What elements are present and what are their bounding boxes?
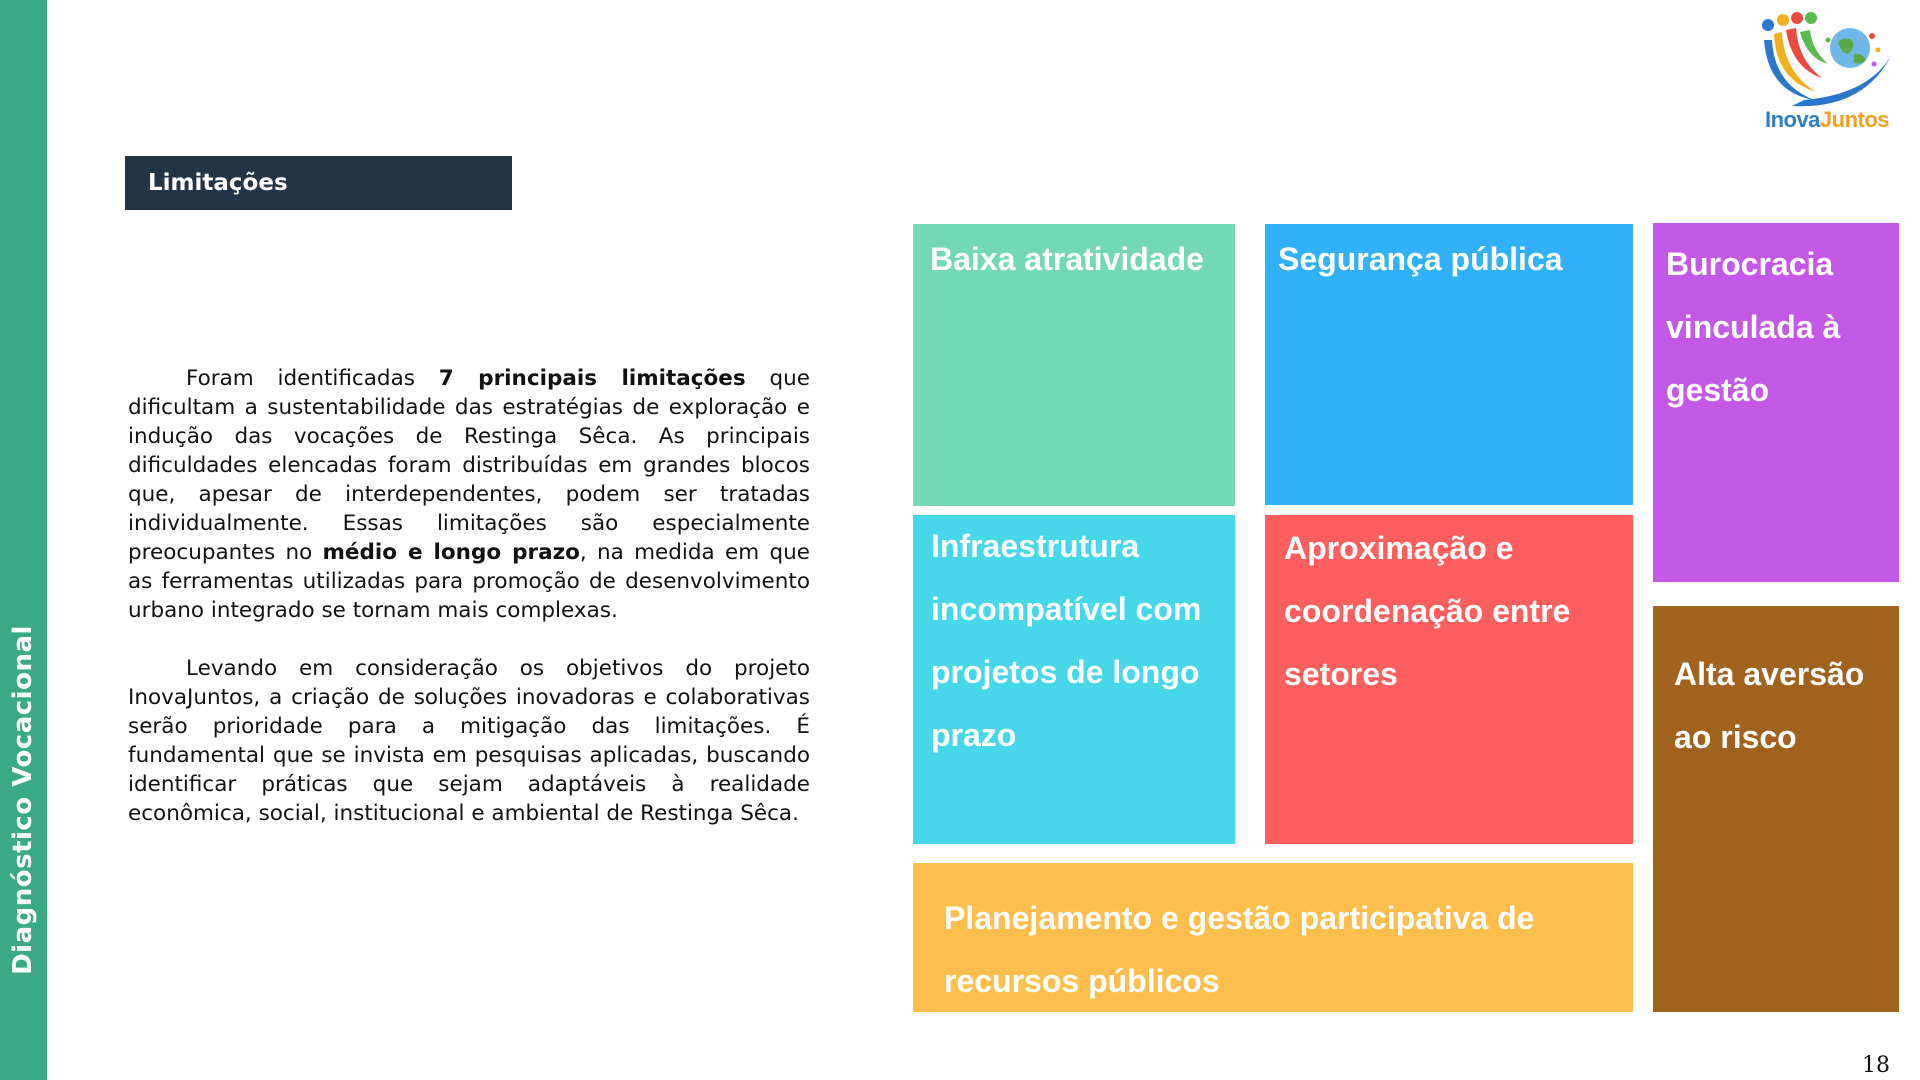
p1-text-end: , na medida em que as ferramentas utilizadas para promoção de desenvolvimento urbano integrado se tornam mais complexas. xyxy=(128,540,810,623)
logo-text-inova: Inova xyxy=(1764,107,1820,132)
tile-aproximacao: Aproximação e coordenação entre setores xyxy=(1265,515,1633,844)
page-number: 18 xyxy=(1862,1053,1890,1078)
paragraph-2: Levando em consideração os objetivos do projeto InovaJuntos, a criação de soluções inovadoras e colaborativas serão prioridade para a mitigação das limitações. É fundamental que se invista em pesquisas aplicadas, buscando identificar práticas que sejam adaptáveis à realidade econômica, social, institucional e ambiental de Restinga Sêca. xyxy=(128,656,810,826)
inovajuntos-logo-icon xyxy=(1752,10,1902,110)
logo-text-juntos: Juntos xyxy=(1819,107,1890,132)
tile-planejamento: Planejamento e gestão participativa de recursos públicos xyxy=(913,863,1633,1012)
tile-burocracia: Burocracia vinculada à gestão xyxy=(1653,223,1899,582)
inovajuntos-logo xyxy=(1752,10,1902,136)
tile-infraestrutura: Infraestrutura incompatível com projetos de longo prazo xyxy=(913,515,1235,844)
body-text xyxy=(128,364,810,828)
p1-text-middle: que dificultam a sustentabilidade das estratégias de exploração e indução das vocações de Restinga Sêca. As principais dificuldades elencadas foram distribuídas em grandes blocos que, apesar de interdependentes, podem ser tratadas individualmente. Essas limitações são especialmente preocupantes no xyxy=(128,366,810,565)
sidebar xyxy=(0,0,47,1080)
tile-alta-aversao: Alta aversão ao risco xyxy=(1653,606,1899,1012)
paragraph-1 xyxy=(128,364,810,625)
tile-seguranca-publica: Segurança pública xyxy=(1265,224,1633,505)
sidebar-title: Diagnóstico Vocacional xyxy=(8,625,38,975)
section-header-limitacoes: Limitações xyxy=(125,156,512,210)
p1-bold-prazo: médio e longo prazo xyxy=(322,540,580,565)
p1-bold-limitacoes: 7 principais limitações xyxy=(438,366,746,391)
p1-text-start: Foram identificadas xyxy=(186,366,439,391)
tile-baixa-atratividade: Baixa atratividade xyxy=(913,224,1235,506)
logo-wordmark xyxy=(1752,107,1902,133)
